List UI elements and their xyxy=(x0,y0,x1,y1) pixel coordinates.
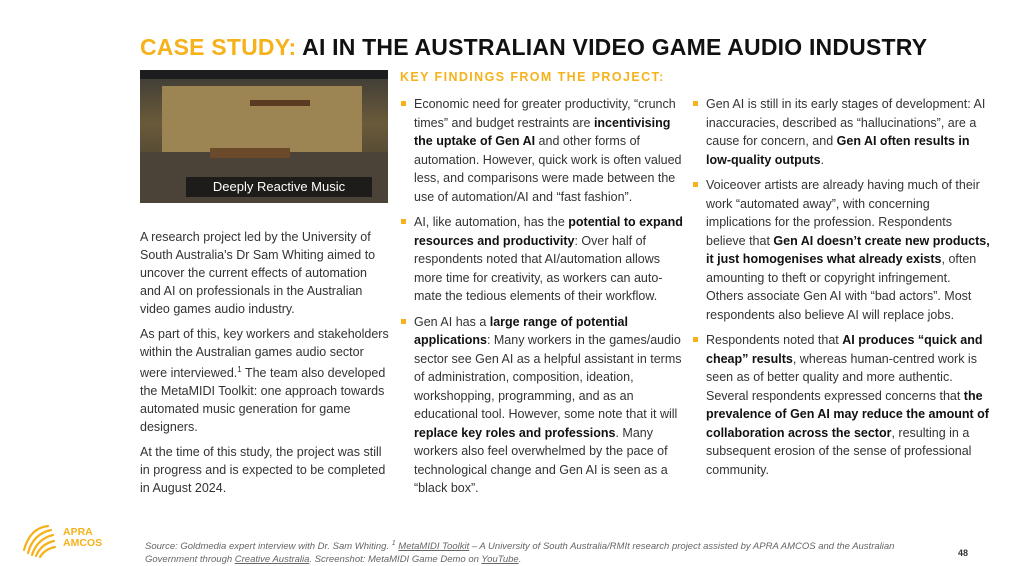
screenshot-shelf xyxy=(250,100,310,106)
findings-column-1 xyxy=(398,95,688,505)
intro-paragraph-2-b: The team also developed the MetaMIDI Toolkit: one approach towards automated music generation for game designers. xyxy=(140,366,386,435)
logo-wordmark xyxy=(63,527,102,549)
intro-paragraph-2-a: As part of this, key workers and stakeholders within the Australian games audio sector were interviewed. xyxy=(140,327,389,381)
metamidi-link[interactable]: MetaMIDI Toolkit xyxy=(398,541,470,553)
finding-item: Voiceover artists are already having much of their work “automated away”, with concerning implications for the profession. Respondents believe that Gen AI doesn’t create new products, it just homogenises what already exists, often amounting to theft or copyright infringement. Others associate Gen AI with “bad actors”. Most respondents also believe AI will replace jobs. xyxy=(690,176,990,324)
page-number: 48 xyxy=(958,548,969,558)
title-accent: CASE STUDY: xyxy=(140,34,297,60)
apra-amcos-logo-icon xyxy=(18,520,58,560)
source-footnote: Source: Goldmedia expert interview with Dr. Sam Whiting. $^1$ MetaMIDI Toolkit – A University of South Australia/RMIt research project assisted by APRA AMCOS and the Australian Government through Creative Australia. Screenshot: MetaMIDI Game Demo on YouTube. xyxy=(145,540,895,566)
youtube-link[interactable]: YouTube xyxy=(481,554,519,566)
finding-item: Economic need for greater productivity, “crunch times” and budget restraints are incentivising the uptake of Gen AI and other forms of automation. However, quick work is often valued less, and comparisons were made between the use of automation/AI and “fast fashion”. xyxy=(398,95,688,206)
creative-australia-link[interactable]: Creative Australia xyxy=(234,554,310,566)
finding-item: AI, like automation, has the potential to expand resources and productivity: Over half of respondents noted that AI/automation allows more time for creativity, as workers can auto-mate the tedious elements of their workflow. xyxy=(398,213,688,306)
intro-text xyxy=(140,228,390,504)
intro-paragraph-2 xyxy=(140,325,390,436)
finding-item: Gen AI is still in its early stages of development: AI inaccuracies, described as “hallucinations”, are a cause for concern, and Gen AI often results in low-quality outputs. xyxy=(690,95,990,169)
key-findings-heading: KEY FINDINGS FROM THE PROJECT: xyxy=(400,70,665,84)
screenshot-toolbar xyxy=(140,70,388,79)
intro-paragraph-1: A research project led by the University of South Australia's Dr Sam Whiting aimed to uncover the current effects of automation and AI on professionals in the Australian video games audio industry. xyxy=(140,230,376,316)
title-main: AI IN THE AUSTRALIAN VIDEO GAME AUDIO INDUSTRY xyxy=(302,34,928,60)
logo-line-2: AMCOS xyxy=(63,537,103,549)
game-screenshot xyxy=(140,70,388,203)
footnote-marker: 1 xyxy=(237,365,242,374)
screenshot-caption: Deeply Reactive Music xyxy=(186,177,372,197)
screenshot-wall xyxy=(162,86,362,156)
finding-item: Respondents noted that AI produces “quick and cheap” results, whereas human-centred work is seen as of better quality and more authentic. Several respondents expressed concerns that the prevalence of Gen AI may reduce the amount of collaboration across the sector, resulting in a subsequent erosion of the sense of professional community. xyxy=(690,331,990,479)
logo-line-1: APRA xyxy=(63,526,93,538)
screenshot-table xyxy=(210,148,290,158)
intro-paragraph-3: At the time of this study, the project was still in progress and is expected to be completed in August 2024. xyxy=(140,445,386,496)
page-title xyxy=(140,34,927,61)
finding-item: Gen AI has a large range of potential applications: Many workers in the games/audio sector see Gen AI as a helpful assistant in terms of administration, composition, ideation, workshopping, programming, and as an educational tool. However, some note that it will replace key roles and professions. Many workers also feel overwhelmed by the pace of technological change and Gen AI is seen as a “black box”. xyxy=(398,313,688,498)
findings-column-2 xyxy=(690,95,990,486)
